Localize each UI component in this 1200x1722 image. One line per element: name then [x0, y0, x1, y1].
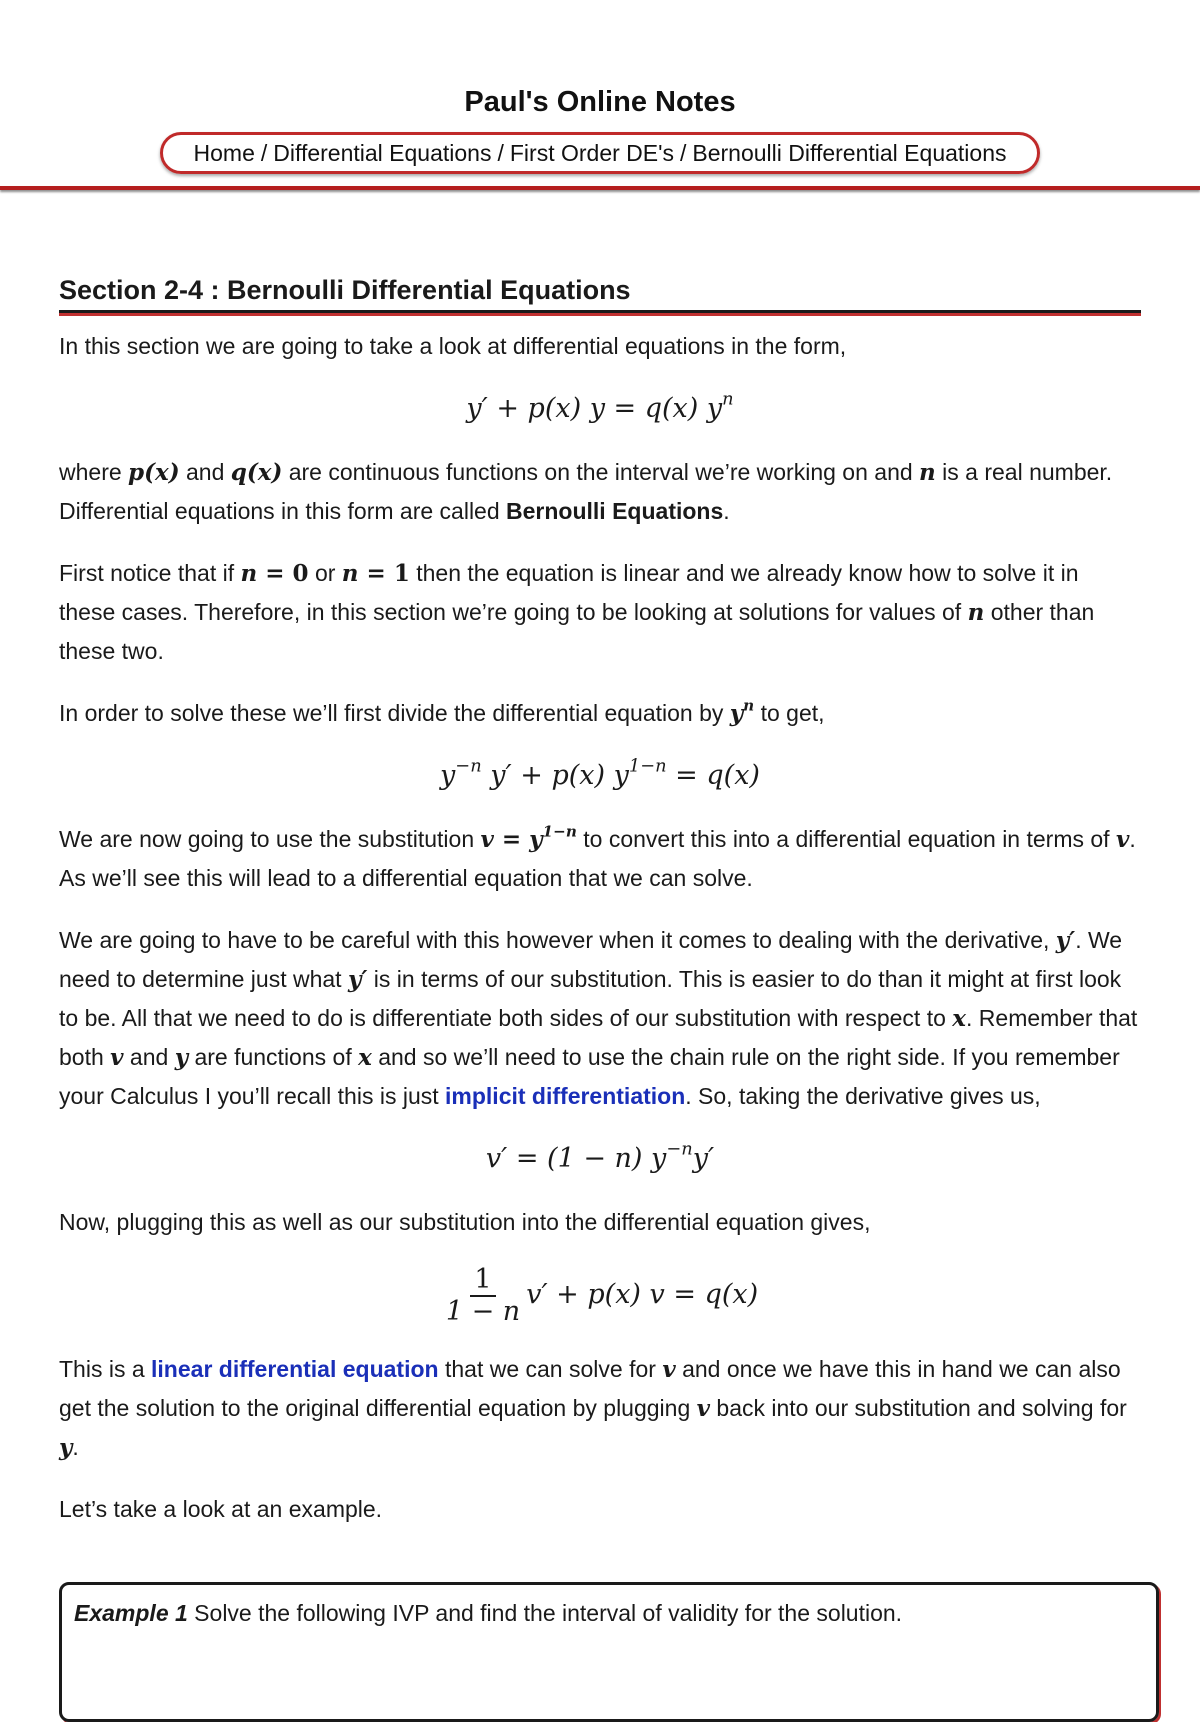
breadcrumb-differential-equations[interactable]: Differential Equations: [273, 139, 492, 166]
main-content: [59, 270, 1141, 1552]
equation-v-prime: v′ = (1 − n) $y^{-n}y'$: [485, 1138, 715, 1174]
breadcrumb-home[interactable]: Home: [193, 139, 255, 166]
page-header: [0, 0, 1200, 200]
header-divider: [0, 186, 1200, 190]
equation-bernoulli-form: y′ + p(x) y = q(x) $y^n$: [466, 388, 734, 424]
linear-differential-equation-link[interactable]: linear differential equation: [151, 1356, 439, 1383]
example-box: [59, 1582, 1159, 1722]
section-title: Section 2-4 : Bernoulli Differential Equations: [59, 270, 1141, 313]
equation-linear-form: $\frac{1}{1 - n}$ v′ + p(x) v = q(x): [445, 1264, 759, 1327]
equation-divided: $y^{-n}$ y′ + p(x) $y^{1-n} = q(x)$: [440, 755, 760, 791]
implicit-differentiation-link[interactable]: implicit differentiation: [445, 1083, 686, 1109]
paragraph-substitution: We are now going to use the substitution $v = y^{1-n}$ to convert this into a differential equation in terms of v. As we’ll see this will lead to a differential equation that we can solve.: [59, 822, 1136, 891]
example-label: Example 1: [74, 1600, 188, 1626]
breadcrumb: Home / Differential Equations / First Order DE's / Bernoulli Differential Equations: [160, 132, 1040, 174]
paragraph-divide: In order to solve these we’ll first divide the differential equation by $y^n$ to get,: [59, 696, 825, 727]
paragraph-definition: where p(x) and q(x) are continuous functions on the interval we’re working on and n is a real number. Differential equations in this form are called Bernoulli Equations.: [59, 459, 1113, 524]
paragraph-intro: In this section we are going to take a look at differential equations in the form,: [59, 333, 847, 359]
site-title[interactable]: Paul's Online Notes: [464, 86, 736, 118]
breadcrumb-current: Bernoulli Differential Equations: [692, 139, 1007, 166]
paragraph-linear: This is a linear differential equation that we can solve for v and once we have this in hand we can also get the solution to the original differential equation by plugging v back into our substitution and solving for y.: [59, 1356, 1127, 1462]
paragraph-plugging: Now, plugging this as well as our substitution into the differential equation gives,: [59, 1209, 871, 1235]
paragraph-cases: First notice that if n = 0 or n = 1 then the equation is linear and we already know how to solve it in these cases. Therefore, in this section we’re going to be looking at solutions for values of n other than these two.: [59, 560, 1095, 664]
paragraph-derivative: We are going to have to be careful with this however when it comes to dealing with the derivative, y′. We need to determine just what y′ is in terms of our substitution. This is easier to do than it might at first look to be. All that we need to do is differentiate both sides of our substitution with respect to x. Remember that both v and y are functions of x and so we’ll need to use the chain rule on the right side. If you remember your Calculus I you’ll recall this is just implicit differentiation. So, taking the derivative gives us,: [59, 927, 1138, 1109]
bernoulli-equations-term: Bernoulli Equations: [506, 498, 724, 524]
breadcrumb-first-order-des[interactable]: First Order DE's: [509, 139, 674, 166]
example-text: Solve the following IVP and find the interval of validity for the solution.: [187, 1600, 903, 1626]
paragraph-example-lead: Let’s take a look at an example.: [59, 1496, 383, 1523]
